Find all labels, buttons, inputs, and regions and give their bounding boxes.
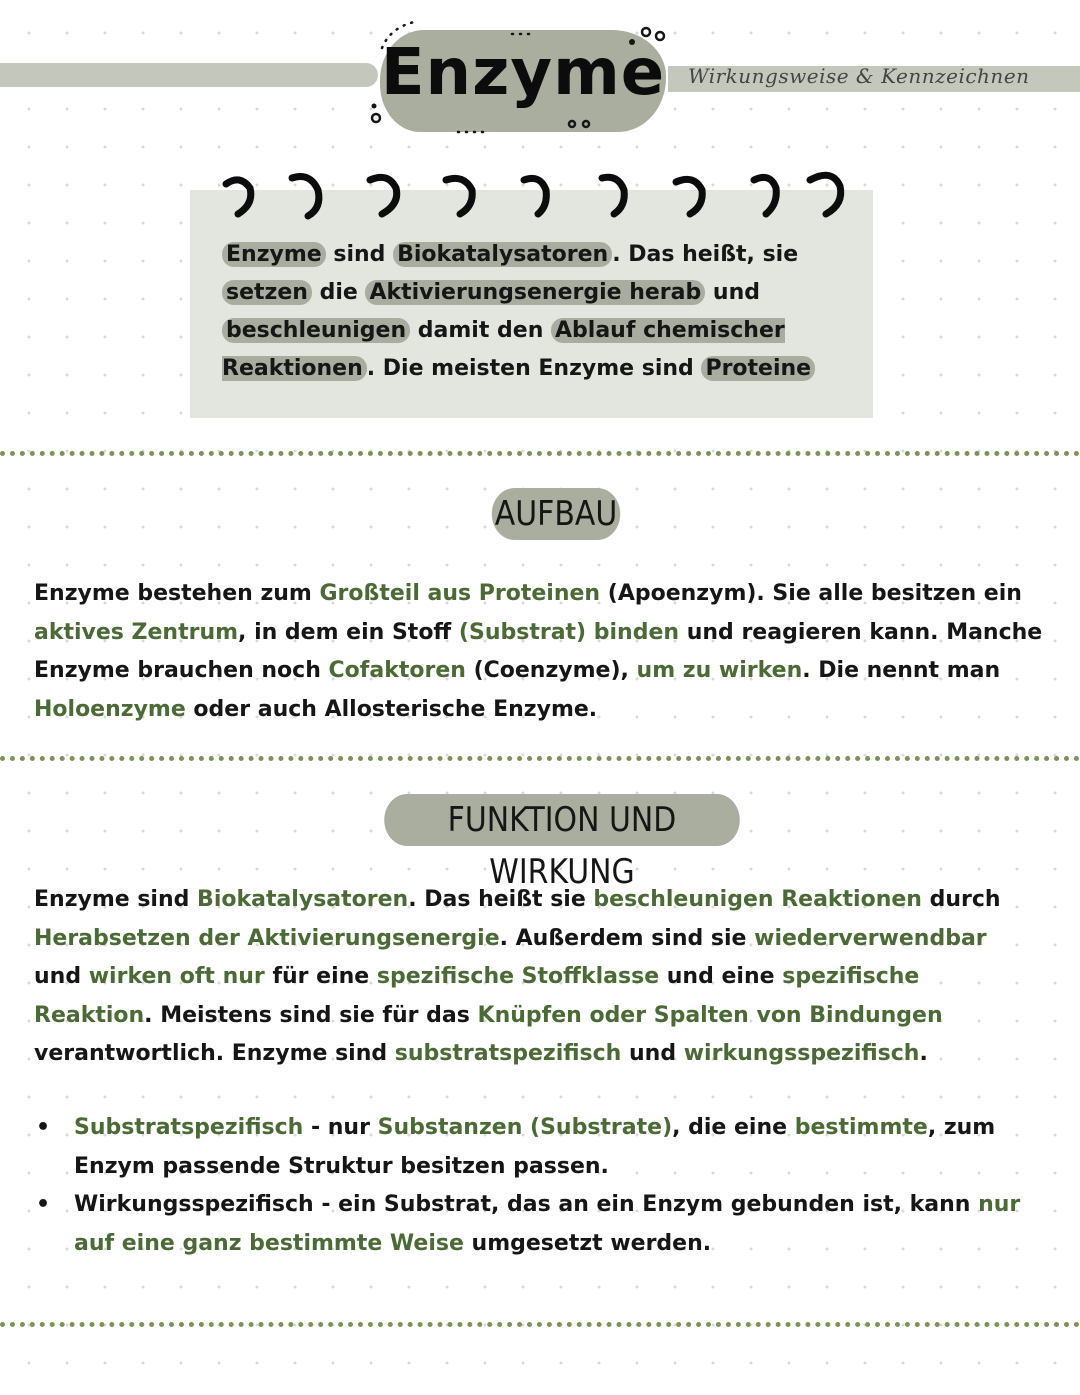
key-term: Substanzen (Substrate) bbox=[377, 1115, 673, 1140]
highlighted-term: Proteine bbox=[701, 356, 815, 381]
text-run: . bbox=[919, 1041, 928, 1066]
dotted-separator bbox=[0, 451, 1080, 456]
text-run: . Die nennt man bbox=[802, 658, 1001, 683]
key-term: wirkungsspezifisch bbox=[683, 1041, 920, 1066]
dotted-separator bbox=[0, 756, 1080, 761]
binder-rings-icon bbox=[210, 160, 870, 230]
dotted-separator bbox=[0, 1322, 1080, 1327]
key-term: wiederverwendbar bbox=[754, 925, 987, 951]
text-run: . Außerdem sind sie bbox=[499, 925, 755, 951]
key-term: Biokatalysatoren bbox=[197, 887, 409, 912]
key-term: Knüpfen oder Spalten von Bindungen bbox=[477, 1002, 943, 1028]
key-term: aktives Zentrum bbox=[34, 619, 239, 645]
key-term: Cofaktoren bbox=[328, 658, 466, 683]
text-run: , in dem ein Stoff bbox=[238, 619, 459, 645]
text-run: Wirkungsspezifisch - ein Substrat, das an ein Enzym gebunden ist, kann bbox=[74, 1192, 979, 1217]
bullet-item bbox=[34, 1109, 1044, 1186]
text-run: umgesetzt werden. bbox=[463, 1230, 712, 1256]
text-run: . Das heißt sie bbox=[408, 887, 594, 912]
definition-run: . Die meisten Enzyme sind bbox=[366, 356, 702, 381]
text-run: und bbox=[621, 1041, 684, 1066]
text-run: durch bbox=[921, 887, 1001, 912]
key-term: wirken oft nur bbox=[88, 964, 265, 989]
definition-run: sind bbox=[325, 242, 394, 267]
definition-run: damit den bbox=[410, 318, 552, 343]
section-heading-aufbau: AUFBAU bbox=[492, 488, 620, 540]
page-subtitle: Wirkungsweise & Kennzeichnen bbox=[688, 64, 1030, 88]
definition-run: . Das heißt, sie bbox=[612, 242, 799, 267]
text-run: für eine bbox=[264, 964, 377, 989]
page-title: Enzyme bbox=[380, 36, 666, 110]
text-run: verantwortlich. Enzyme sind bbox=[34, 1041, 395, 1066]
text-run: Enzyme sind bbox=[34, 887, 198, 912]
key-term: substratspezifisch bbox=[394, 1041, 622, 1066]
highlighted-term: Biokatalysatoren bbox=[393, 242, 612, 267]
text-run: und reagieren kann. Manche Enzyme brauchen noch bbox=[34, 619, 1043, 683]
text-run: Enzyme bestehen zum bbox=[34, 581, 320, 606]
highlighted-term: beschleunigen bbox=[222, 318, 410, 343]
text-run: - nur bbox=[303, 1115, 378, 1140]
text-run: und eine bbox=[659, 964, 783, 989]
key-term: bestimmte bbox=[794, 1115, 928, 1140]
highlighted-term: Aktivierungsenergie herab bbox=[365, 280, 705, 305]
highlighted-term: Ablauf chemischer Reaktionen bbox=[222, 318, 785, 381]
key-term: (Substrat) binden bbox=[458, 619, 680, 645]
key-term: beschleunigen Reaktionen bbox=[593, 887, 922, 912]
key-term: spezifische Reaktion bbox=[34, 964, 920, 1028]
definition-run: die bbox=[311, 280, 366, 305]
bullet-item bbox=[34, 1186, 1044, 1263]
highlighted-term: Enzyme bbox=[222, 242, 326, 267]
definition-run: und bbox=[705, 280, 760, 305]
key-term: Holoenzyme bbox=[34, 696, 186, 722]
key-term: nur auf eine ganz bestimmte Weise bbox=[74, 1192, 1021, 1256]
key-term: spezifische Stoffklasse bbox=[376, 964, 660, 989]
spezifitaet-list bbox=[34, 1109, 1044, 1263]
key-term: Herabsetzen der Aktivierungsenergie bbox=[34, 925, 500, 951]
section-heading-funktion: FUNKTION UND WIRKUNG bbox=[384, 794, 740, 846]
text-run: (Apoenzym). Sie alle besitzen ein bbox=[600, 581, 1022, 606]
key-term: um zu wirken bbox=[636, 658, 803, 683]
text-run: . Meistens sind sie für das bbox=[144, 1002, 478, 1028]
header-band-left bbox=[0, 63, 378, 87]
text-run: und bbox=[34, 964, 89, 989]
text-run: oder auch Allosterische Enzyme. bbox=[185, 696, 598, 722]
key-term: Substratspezifisch bbox=[74, 1115, 304, 1140]
highlighted-term: setzen bbox=[222, 280, 312, 305]
text-run: , zum Enzym passende Struktur besitzen passen. bbox=[74, 1115, 996, 1179]
funktion-paragraph bbox=[34, 881, 1034, 1074]
key-term: Großteil aus Proteinen bbox=[319, 581, 601, 606]
definition-text bbox=[222, 236, 842, 388]
text-run: (Coenzyme), bbox=[465, 658, 637, 683]
text-run: , die eine bbox=[672, 1115, 795, 1140]
aufbau-paragraph bbox=[34, 575, 1054, 729]
